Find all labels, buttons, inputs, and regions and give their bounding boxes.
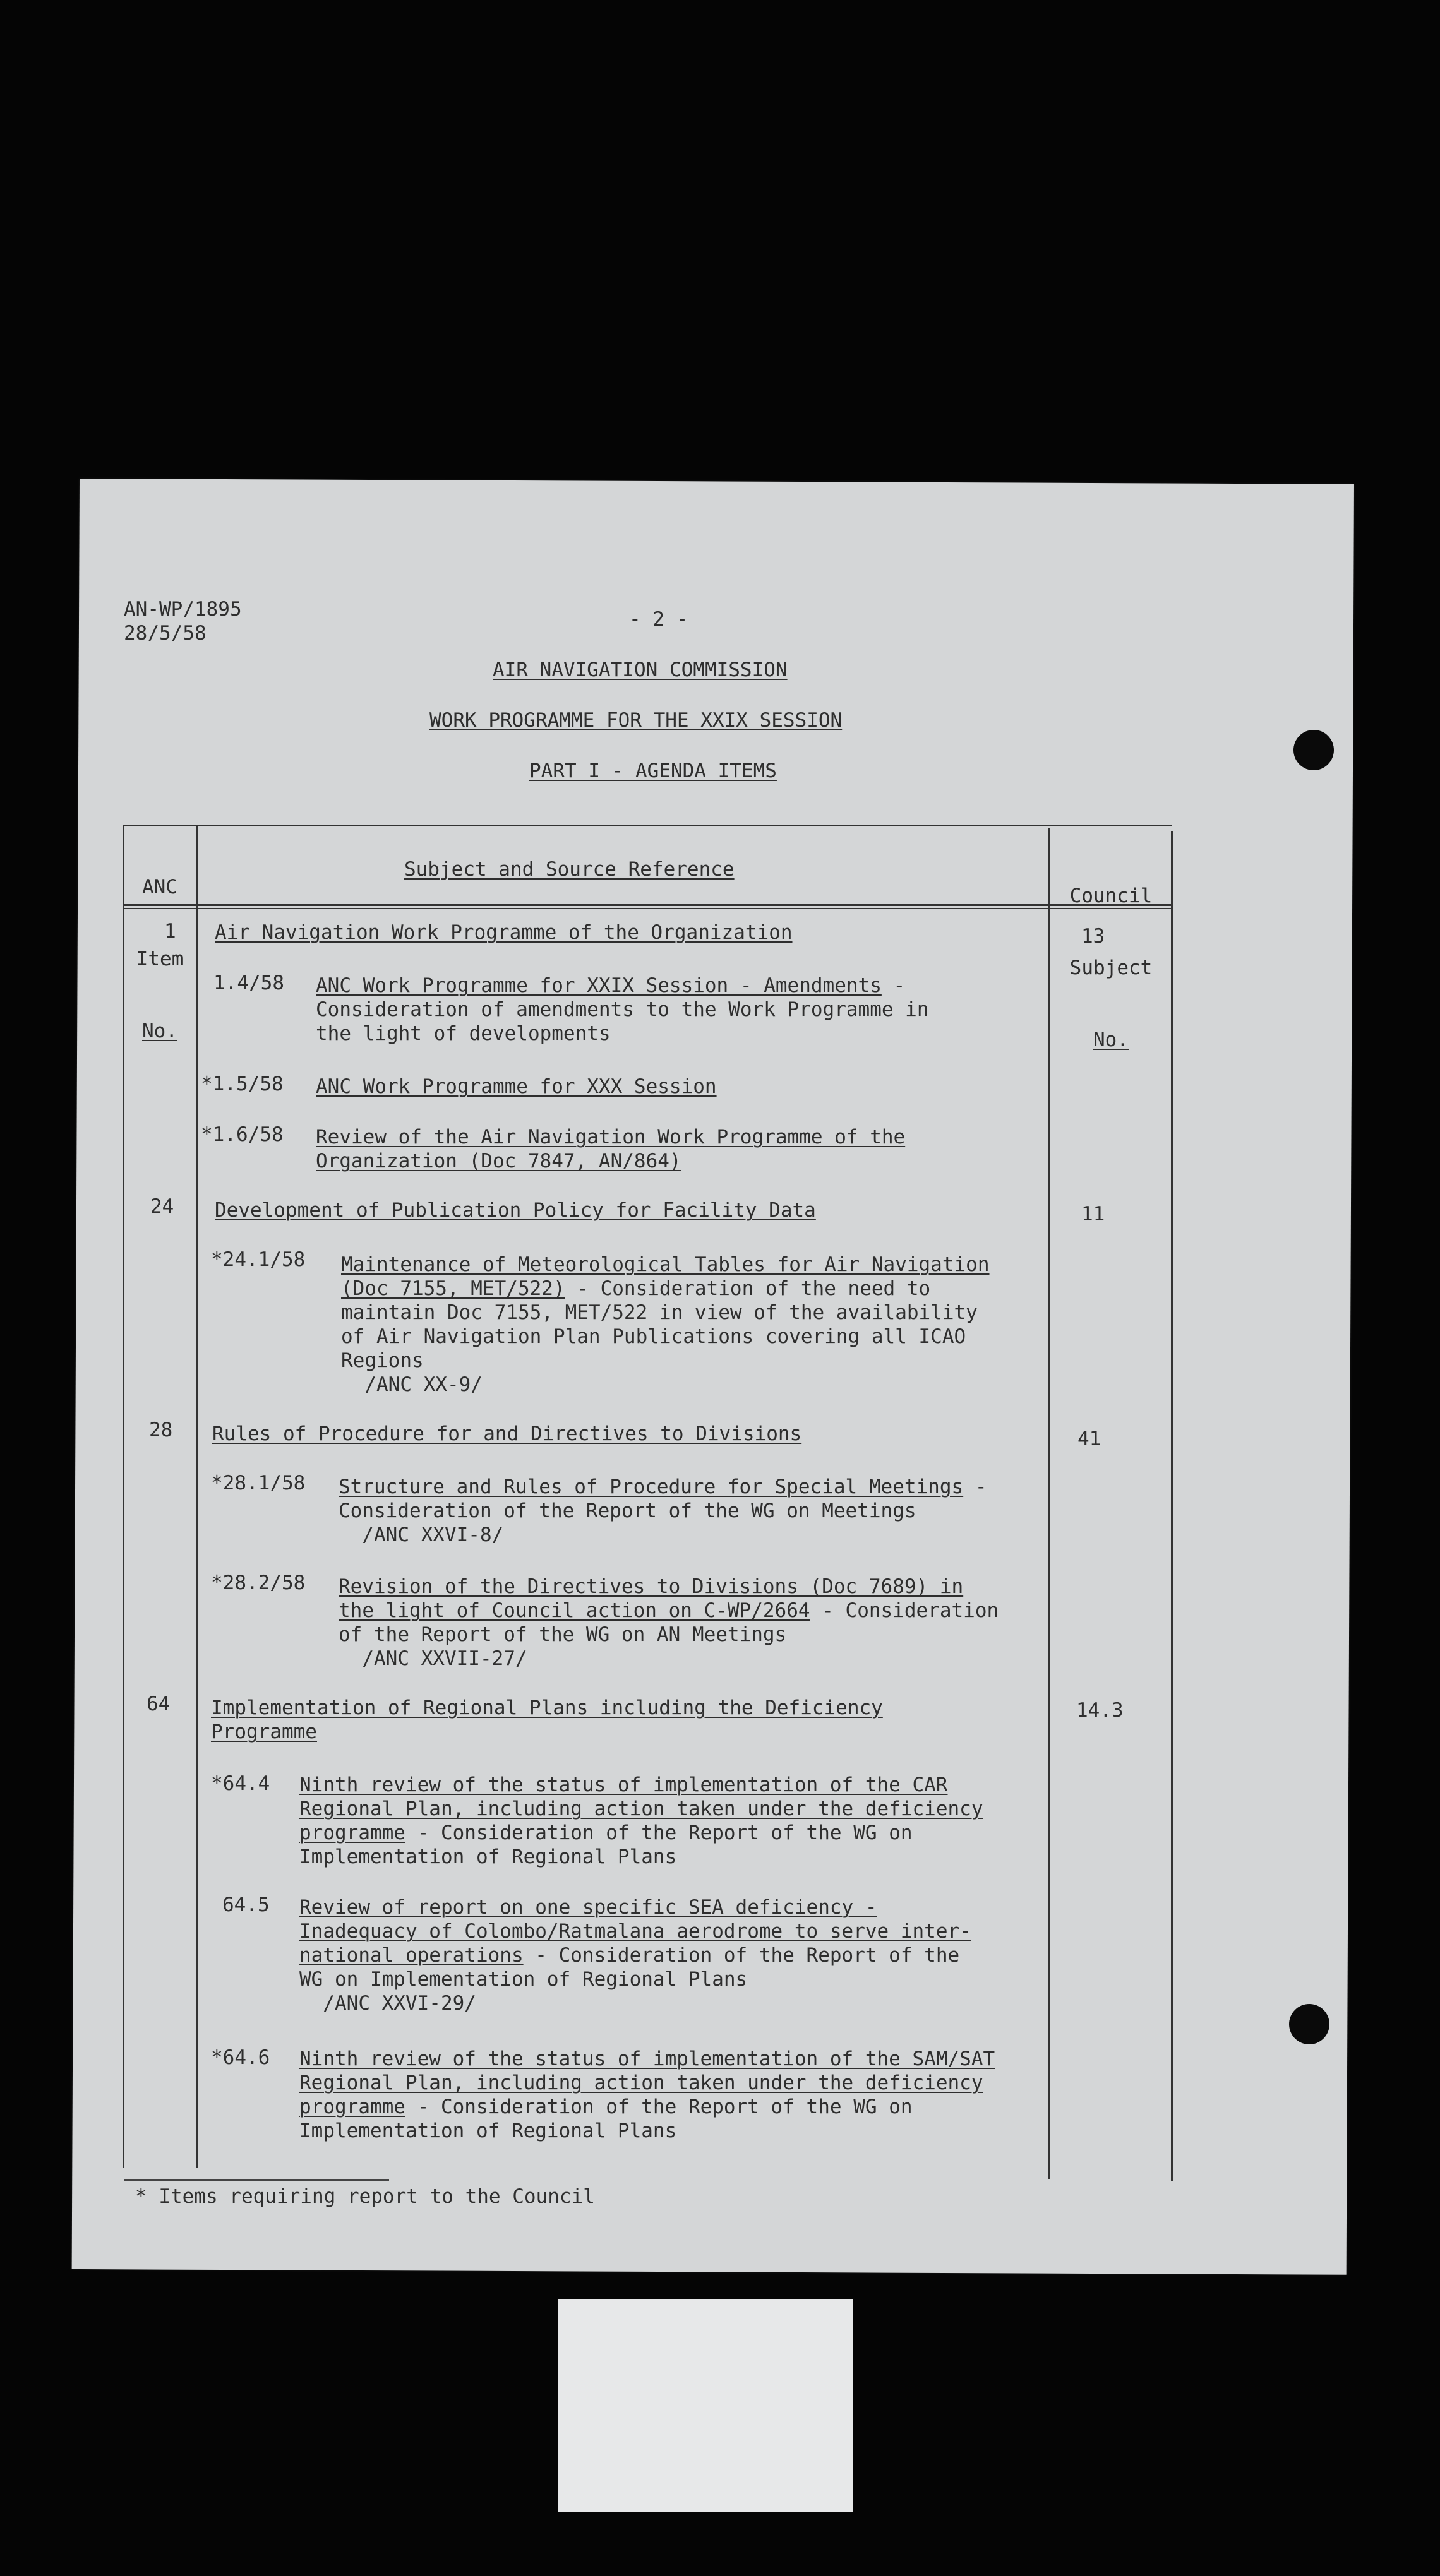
source-reference: /ANC XXVI-8/ [339, 1524, 504, 1546]
source-reference: /ANC XX-9/ [341, 1373, 483, 1396]
entry-text: (Doc 7155, MET/522) - Consideration of the need to [341, 1277, 931, 1300]
page-title: AIR NAVIGATION COMMISSION [493, 659, 788, 681]
punch-hole [1293, 730, 1334, 770]
footnote: * Items requiring report to the Council [135, 2185, 595, 2208]
entry-text: of Air Navigation Plan Publications covering all ICAO [341, 1325, 966, 1348]
entry-text: Regional Plan, including action taken under the deficiency [299, 1798, 983, 1820]
page-number: - 2 - [629, 608, 688, 631]
entry-number: 64.5 [222, 1893, 270, 1916]
council-subject-number: 14.3 [1076, 1699, 1124, 1722]
entry-number: *1.6/58 [201, 1123, 284, 1146]
entry-text: Implementation of Regional Plans [299, 1846, 677, 1868]
section-title: Rules of Procedure for and Directives to Divisions [212, 1422, 802, 1445]
item-number: 28 [149, 1419, 173, 1441]
entry-text: the light of Council action on C-WP/2664 - Consideration [339, 1599, 999, 1622]
header-council-no: Council Subject No. [1069, 885, 1153, 1051]
council-subject-number: 11 [1081, 1203, 1105, 1225]
entry-text: WG on Implementation of Regional Plans [299, 1968, 748, 1991]
entry-text: Review of the Air Navigation Work Programme of the [316, 1126, 906, 1148]
entry-text: national operations - Consideration of the Report of the [299, 1944, 960, 1967]
entry-text: programme - Consideration of the Report of the WG on [299, 2096, 913, 2118]
document-reference: AN-WP/1895 [124, 598, 242, 621]
table-right-border [1171, 831, 1173, 2181]
entry-number: *28.2/58 [211, 1571, 306, 1594]
entry-text: Consideration of the Report of the WG on Meetings [339, 1500, 916, 1522]
table-column-divider [1048, 828, 1050, 2179]
section-title: Development of Publication Policy for Facility Data [215, 1199, 816, 1222]
item-number: 1 [164, 920, 176, 943]
entry-text: maintain Doc 7155, MET/522 in view of the availability [341, 1301, 978, 1324]
table-header-border [124, 904, 1172, 906]
council-subject-number: 41 [1077, 1428, 1101, 1450]
table-top-border [124, 825, 1172, 826]
entry-number: *24.1/58 [211, 1248, 306, 1271]
document-date: 28/5/58 [124, 622, 207, 645]
entry-text: Consideration of amendments to the Work Programme in [316, 998, 929, 1021]
table-header-border-double [124, 908, 1172, 909]
punch-hole [1289, 2004, 1329, 2044]
entry-text: ANC Work Programme for XXIX Session - Amendments - [316, 974, 906, 997]
entry-text: Regional Plan, including action taken under the deficiency [299, 2072, 983, 2094]
source-reference: /ANC XXVI-29/ [299, 1992, 476, 2015]
item-number: 64 [147, 1693, 171, 1715]
council-subject-number: 13 [1081, 925, 1105, 948]
entry-text: ANC Work Programme for XXX Session [316, 1075, 717, 1098]
entry-text: Structure and Rules of Procedure for Special Meetings - [339, 1476, 987, 1498]
document-page [72, 479, 1354, 2275]
entry-text: Revision of the Directives to Divisions (Doc 7689) in [339, 1575, 964, 1598]
entry-text: Regions [341, 1349, 424, 1372]
entry-text: Inadequacy of Colombo/Ratmalana aerodrome to serve inter- [299, 1920, 971, 1943]
entry-number: 1.4/58 [213, 972, 284, 994]
entry-text: Ninth review of the status of implementation of the CAR [299, 1774, 948, 1796]
entry-text: Maintenance of Meteorological Tables for Air Navigation [341, 1253, 990, 1276]
entry-number: *64.6 [211, 2046, 270, 2069]
entry-text: Implementation of Regional Plans [299, 2120, 677, 2142]
header-subject: Subject and Source Reference [404, 858, 735, 881]
entry-text: Organization (Doc 7847, AN/864) [316, 1150, 681, 1172]
paper-slip [558, 2299, 853, 2512]
footnote-rule [124, 2179, 389, 2181]
source-reference: /ANC XXVII-27/ [339, 1647, 527, 1670]
section-title: Air Navigation Work Programme of the Organization [215, 921, 793, 944]
item-number: 24 [150, 1195, 174, 1218]
part-heading: PART I - AGENDA ITEMS [529, 760, 777, 782]
section-title: Implementation of Regional Plans including the Deficiency [211, 1696, 883, 1719]
section-title: Programme [211, 1720, 317, 1743]
entry-text: the light of developments [316, 1022, 611, 1045]
entry-text: Review of report on one specific SEA deficiency - [299, 1896, 877, 1919]
entry-text: programme - Consideration of the Report of the WG on [299, 1822, 913, 1844]
page-subtitle: WORK PROGRAMME FOR THE XXIX SESSION [429, 709, 843, 732]
table-left-border [123, 825, 124, 2168]
entry-number: *28.1/58 [211, 1472, 306, 1494]
entry-text: Ninth review of the status of implementation of the SAM/SAT [299, 2048, 995, 2070]
header-item-no: ANC Item No. [136, 876, 184, 1042]
table-column-divider [196, 825, 198, 2168]
entry-text: of the Report of the WG on AN Meetings [339, 1623, 787, 1646]
entry-number: *64.4 [211, 1772, 270, 1795]
entry-number: *1.5/58 [201, 1073, 284, 1095]
